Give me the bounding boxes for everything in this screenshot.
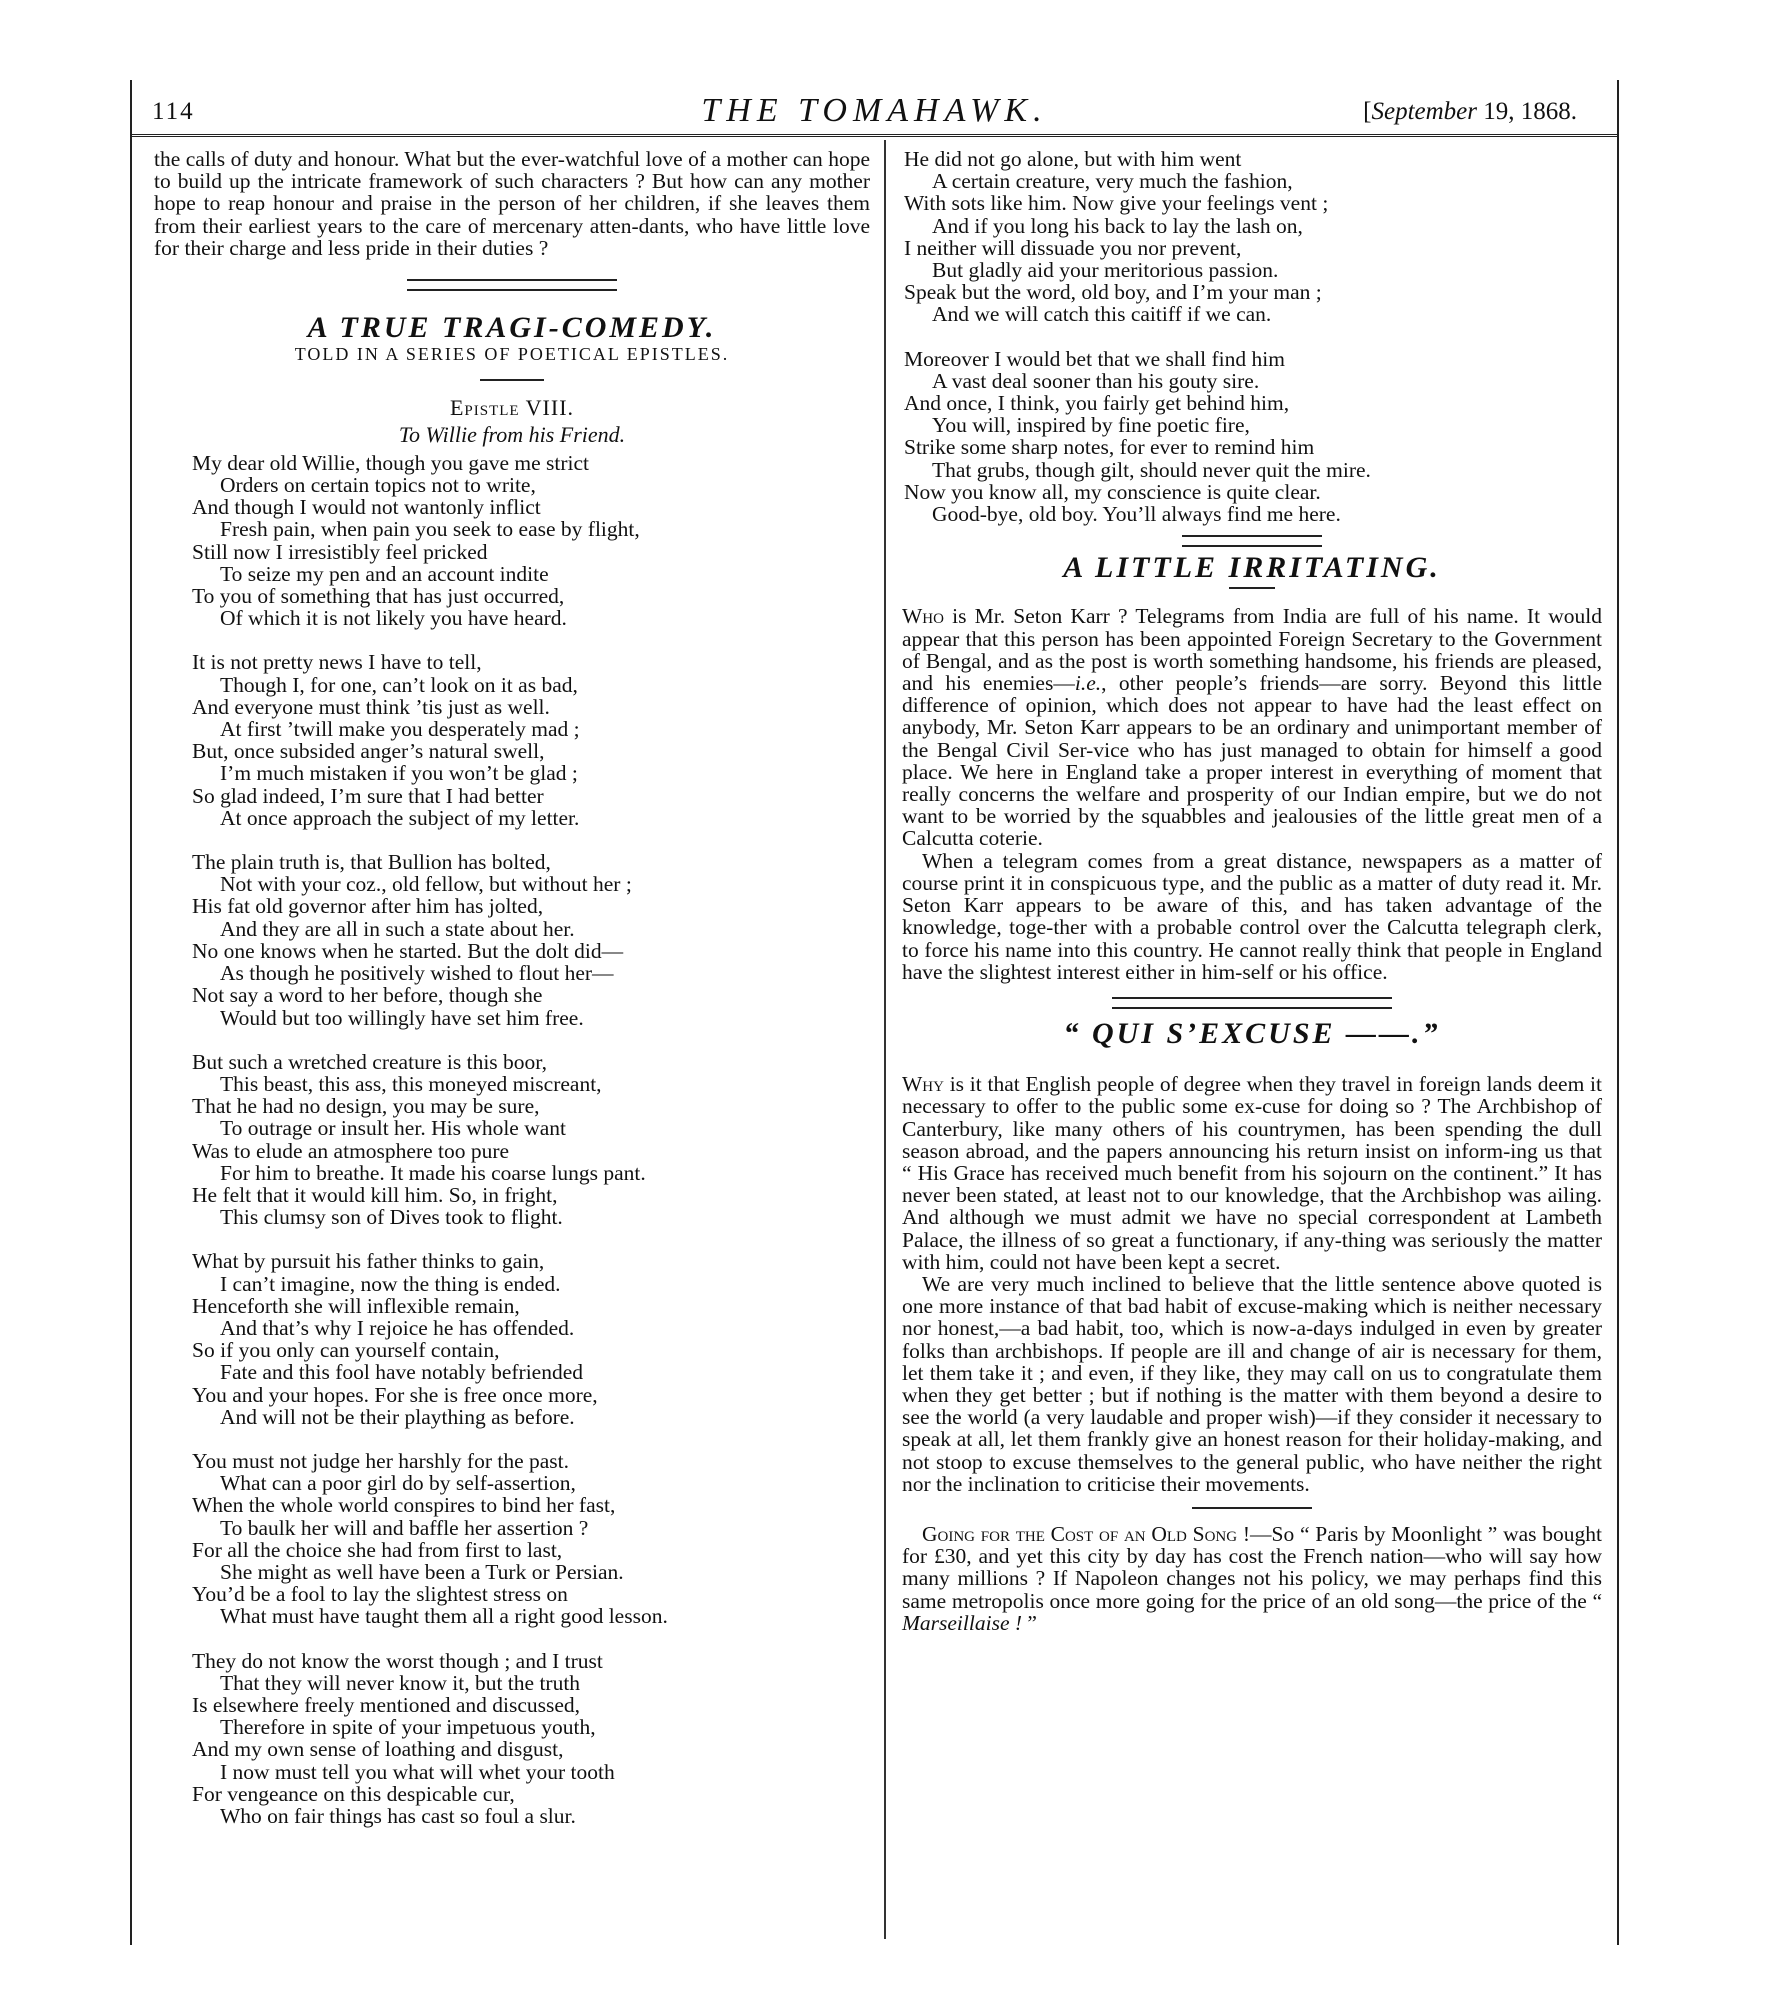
drop-lead: Why — [902, 1072, 944, 1097]
irritating-article — [902, 605, 1602, 982]
poem-line: To seize my pen and an account indite — [220, 561, 549, 586]
short-rule — [480, 379, 544, 381]
poem-line: A certain creature, very much the fashion, — [932, 169, 1293, 194]
old-song-lead: Going for the Cost of an Old Song ! — [922, 1521, 1251, 1546]
masthead-title: THE TOMAHAWK. — [701, 92, 1048, 129]
poem-stanza — [192, 651, 870, 829]
poem-line: Orders on certain topics not to write, — [220, 473, 536, 498]
poem-line: He felt that it would kill him. So, in fright, — [192, 1182, 558, 1207]
double-rule — [1112, 997, 1392, 1009]
poem-line: And will not be their plaything as before. — [220, 1404, 575, 1429]
poem-line: So glad indeed, I’m sure that I had better — [192, 783, 544, 808]
left-column — [154, 148, 870, 1827]
poem-line: I can’t imagine, now the thing is ended. — [220, 1271, 561, 1296]
poem-stanza — [192, 1051, 870, 1229]
poem-line: Speak but the word, old boy, and I’m your man ; — [904, 280, 1322, 305]
poem-line: Good-bye, old boy. You’ll always find me here. — [932, 502, 1341, 527]
old-song-paragraph: Going for the Cost of an Old Song !—So “ Paris by Moonlight ” was bought for £30, and yet this city by day has cost the French nation—who will say how many millions ? If Napoleon changes not his policy, we may perhaps find this same metropolis once more going for the price of an old song—the price of the “ Marseillaise ! ” — [902, 1521, 1602, 1635]
poem-line: She might as well have been a Turk or Persian. — [220, 1559, 624, 1584]
poem-line: The plain truth is, that Bullion has bolted, — [192, 850, 551, 875]
poem-stanza — [904, 348, 1602, 526]
drop-lead: Who — [902, 604, 944, 629]
poem-line: And my own sense of loathing and disgust, — [192, 1737, 564, 1762]
poem-line: Therefore in spite of your impetuous youth, — [220, 1715, 596, 1740]
poem-line: Of which it is not likely you have heard. — [220, 606, 567, 631]
poem-line: And if you long his back to lay the lash on, — [932, 213, 1303, 238]
poem-line: As though he positively wished to flout her— — [220, 961, 614, 986]
epistle-heading: Epistle VIII. — [449, 395, 575, 421]
poem-line: Still now I irresistibly feel pricked — [192, 539, 488, 564]
poem-line: For him to breathe. It made his coarse lungs pant. — [220, 1160, 646, 1185]
poem-line: And we will catch this caitiff if we can. — [932, 302, 1272, 327]
poem-stanza — [192, 1650, 870, 1828]
poem-stanza — [192, 1250, 870, 1428]
poem-line: This beast, this ass, this moneyed miscreant, — [220, 1071, 602, 1096]
short-rule — [1192, 1507, 1312, 1509]
poem-line: His fat old governor after him has jolted, — [192, 894, 544, 919]
column-divider — [884, 140, 886, 1939]
poem-stanza — [192, 1450, 870, 1628]
right-column — [902, 148, 1602, 1634]
double-rule — [407, 279, 617, 291]
poem-line: This clumsy son of Dives took to flight. — [220, 1205, 563, 1230]
irritating-title: A LITTLE IRRITATING. — [1063, 551, 1441, 585]
poem-line: What must have taught them all a right good lesson. — [220, 1604, 668, 1629]
issue-date-rest: 19, 1868. — [1477, 98, 1577, 125]
poem-line: You will, inspired by fine poetic fire, — [932, 413, 1250, 438]
poem-left — [154, 452, 870, 1827]
poem-line: Would but too willingly have set him free. — [220, 1005, 584, 1030]
poem-line: And that’s why I rejoice he has offended. — [220, 1315, 575, 1340]
poem-line: When the whole world conspires to bind her fast, — [192, 1493, 616, 1518]
poem-line: That he had no design, you may be sure, — [192, 1094, 540, 1119]
poem-line: Not with your coz., old fellow, but without her ; — [220, 872, 632, 897]
poem-line: What can a poor girl do by self-assertion, — [220, 1471, 576, 1496]
poem-right — [902, 148, 1602, 525]
poem-line: So if you only can yourself contain, — [192, 1338, 500, 1363]
poem-line: A vast deal sooner than his gouty sire. — [932, 368, 1260, 393]
issue-date-month: September — [1371, 98, 1477, 125]
poem-line: Is elsewhere freely mentioned and discussed, — [192, 1692, 581, 1717]
newspaper-page — [130, 80, 1619, 1945]
poem-stanza — [192, 452, 870, 630]
poem-line: Henceforth she will inflexible remain, — [192, 1293, 520, 1318]
tragi-comedy-subtitle: TOLD IN A SERIES OF POETICAL EPISTLES. — [294, 344, 730, 365]
poem-line: To baulk her will and baffle her assertion ? — [220, 1515, 589, 1540]
poem-line: Now you know all, my conscience is quite clear. — [904, 479, 1321, 504]
intro-paragraph: the calls of duty and honour. What but the ever-watchful love of a mother can hope to build up the intricate framework of such characters ? But how can any mother hope to reap honour and praise in the person of her children, if she leaves them from their earliest years to the care of mercenary atten-dants, who have little love for their charge and less pride in their duties ? — [154, 147, 870, 260]
qui-sexcuse-article — [902, 1073, 1602, 1495]
intro-article — [154, 148, 870, 259]
poem-line: But gladly aid your meritorious passion. — [932, 258, 1279, 283]
poem-line: Strike some sharp notes, for ever to remind him — [904, 435, 1315, 460]
poem-line: What by pursuit his father thinks to gain, — [192, 1249, 545, 1274]
issue-date: [September 19, 1868. — [1363, 98, 1577, 125]
poem-stanza — [904, 148, 1602, 326]
poem-line: And though I would not wantonly inflict — [192, 495, 541, 520]
poem-line: I’m much mistaken if you won’t be glad ; — [220, 761, 578, 786]
old-song-article — [902, 1523, 1602, 1634]
poem-line: Not say a word to her before, though she — [192, 983, 543, 1008]
poem-line: You’d be a fool to lay the slightest stress on — [192, 1582, 568, 1607]
page-number: 114 — [152, 98, 195, 125]
poem-line: And once, I think, you fairly get behind him, — [904, 391, 1290, 416]
tragi-comedy-title: A TRUE TRAGI-COMEDY. — [307, 311, 717, 345]
song-title: Marseillaise ! — [902, 1610, 1023, 1635]
double-rule — [1182, 535, 1322, 547]
poem-line: To outrage or insult her. His whole want — [220, 1116, 567, 1141]
irritating-paragraph-2: When a telegram comes from a great distance, newspapers as a matter of course print it in conspicuous type, and the public as a matter of duty read it. Mr. Seton Karr appears to be aware of this, and has taken advantage of the knowledge, toge-ther with a probable control over the Calcutta telegraph clerk, to force his name into this country. He cannot really think that people in England have the slightest interest either in him-self or his office. — [902, 848, 1602, 984]
masthead-bar — [132, 80, 1617, 137]
poem-line: It is not pretty news I have to tell, — [192, 650, 482, 675]
poem-line: Who on fair things has cast so foul a slur. — [220, 1804, 576, 1828]
qui-sexcuse-title: “ QUI S’EXCUSE ——.” — [1063, 1016, 1441, 1050]
poem-line: At first ’twill make you desperately mad ; — [220, 717, 580, 742]
poem-line: My dear old Willie, though you gave me strict — [192, 450, 590, 475]
poem-line: But such a wretched creature is this boor, — [192, 1049, 547, 1074]
poem-line: To you of something that has just occurred, — [192, 584, 565, 609]
poem-line: You and your hopes. For she is free once more, — [192, 1382, 598, 1407]
qui-sexcuse-paragraph-1: Why is it that English people of degree when they travel in foreign lands deem it necessary to offer to the public some ex-cuse for doing so ? The Archbishop of Canterbury, like many others of his countrymen, has been spending the dull season abroad, and the papers announcing his return insist on inform-ing us that “ His Grace has received much benefit from his sojourn on the continent.” It has never been stated, at least not to our knowledge, that the Archbishop was ailing. And although we must admit we have no special correspondent at Lambeth Palace, the illness of so great a functionary, if any-thing was seriously the matter with him, could not have been kept a secret. — [902, 1072, 1602, 1274]
poem-line: For vengeance on this despicable cur, — [192, 1781, 515, 1806]
epistle-addressee: To Willie from his Friend. — [398, 421, 626, 447]
poem-line: For all the choice she had from first to last, — [192, 1537, 563, 1562]
irritating-paragraph-1: Who is Mr. Seton Karr ? Telegrams from India are full of his name. It would appear that this person has been appointed Foreign Secretary to the Government of Bengal, and as the post is worth something handsome, his friends are pleased, and his enemies—i.e., other people’s friends—are sorry. Beyond this little difference of opinion, which does not appear to have had the least effect on anybody, Mr. Seton Karr appears to be an ordinary and unimportant member of the Bengal Civil Ser-vice who has just managed to obtain for himself a good place. We here in England take a proper interest in everything of moment that really concerns the welfare and prosperity of our Indian empire, but we do not want to be worried by the squabbles and jealousies of the little great men of a Calcutta coterie. — [902, 604, 1603, 851]
poem-line: I now must tell you what will whet your tooth — [220, 1759, 615, 1784]
poem-line: But, once subsided anger’s natural swell, — [192, 739, 545, 764]
poem-line: He did not go alone, but with him went — [904, 147, 1242, 171]
poem-line: Though I, for one, can’t look on it as bad, — [220, 672, 578, 697]
poem-line: At once approach the subject of my letter. — [220, 805, 580, 830]
short-rule — [1229, 587, 1275, 589]
poem-line: Fresh pain, when pain you seek to ease by flight, — [220, 517, 640, 542]
poem-line: With sots like him. Now give your feelings vent ; — [904, 191, 1329, 216]
poem-line: That they will never know it, but the truth — [220, 1670, 581, 1695]
poem-line: And they are all in such a state about her. — [220, 916, 575, 941]
poem-line: Moreover I would bet that we shall find him — [904, 346, 1285, 371]
poem-line: No one knows when he started. But the dolt did— — [192, 938, 624, 963]
poem-line: And everyone must think ’tis just as well. — [192, 694, 550, 719]
poem-line: They do not know the worst though ; and I trust — [192, 1648, 603, 1673]
qui-sexcuse-paragraph-2: We are very much inclined to believe that the little sentence above quoted is one more instance of that bad habit of excuse-making which is neither necessary nor honest,—a bad habit, too, which is now-a-days indulged in even by greater folks than archbishops. If people are ill and change of air is necessary for them, let them take it ; and even, if they like, they may call on us to congratulate them when they get better ; but if nothing is the matter with them beyond a desire to see the world (a very laudable and proper wish)—if they consider it necessary to speak at all, let them frankly give an honest reason for their holiday-making, and not stoop to excuse themselves to the general public, who have neither the right nor the inclination to criticise their movements. — [902, 1271, 1602, 1496]
poem-line: You must not judge her harshly for the past. — [192, 1448, 570, 1473]
poem-line: That grubs, though gilt, should never quit the mire. — [932, 457, 1371, 482]
poem-line: Fate and this fool have notably befriended — [220, 1360, 584, 1385]
poem-line: Was to elude an atmosphere too pure — [192, 1138, 510, 1163]
poem-line: I neither will dissuade you nor prevent, — [904, 235, 1242, 260]
poem-stanza — [192, 851, 870, 1029]
